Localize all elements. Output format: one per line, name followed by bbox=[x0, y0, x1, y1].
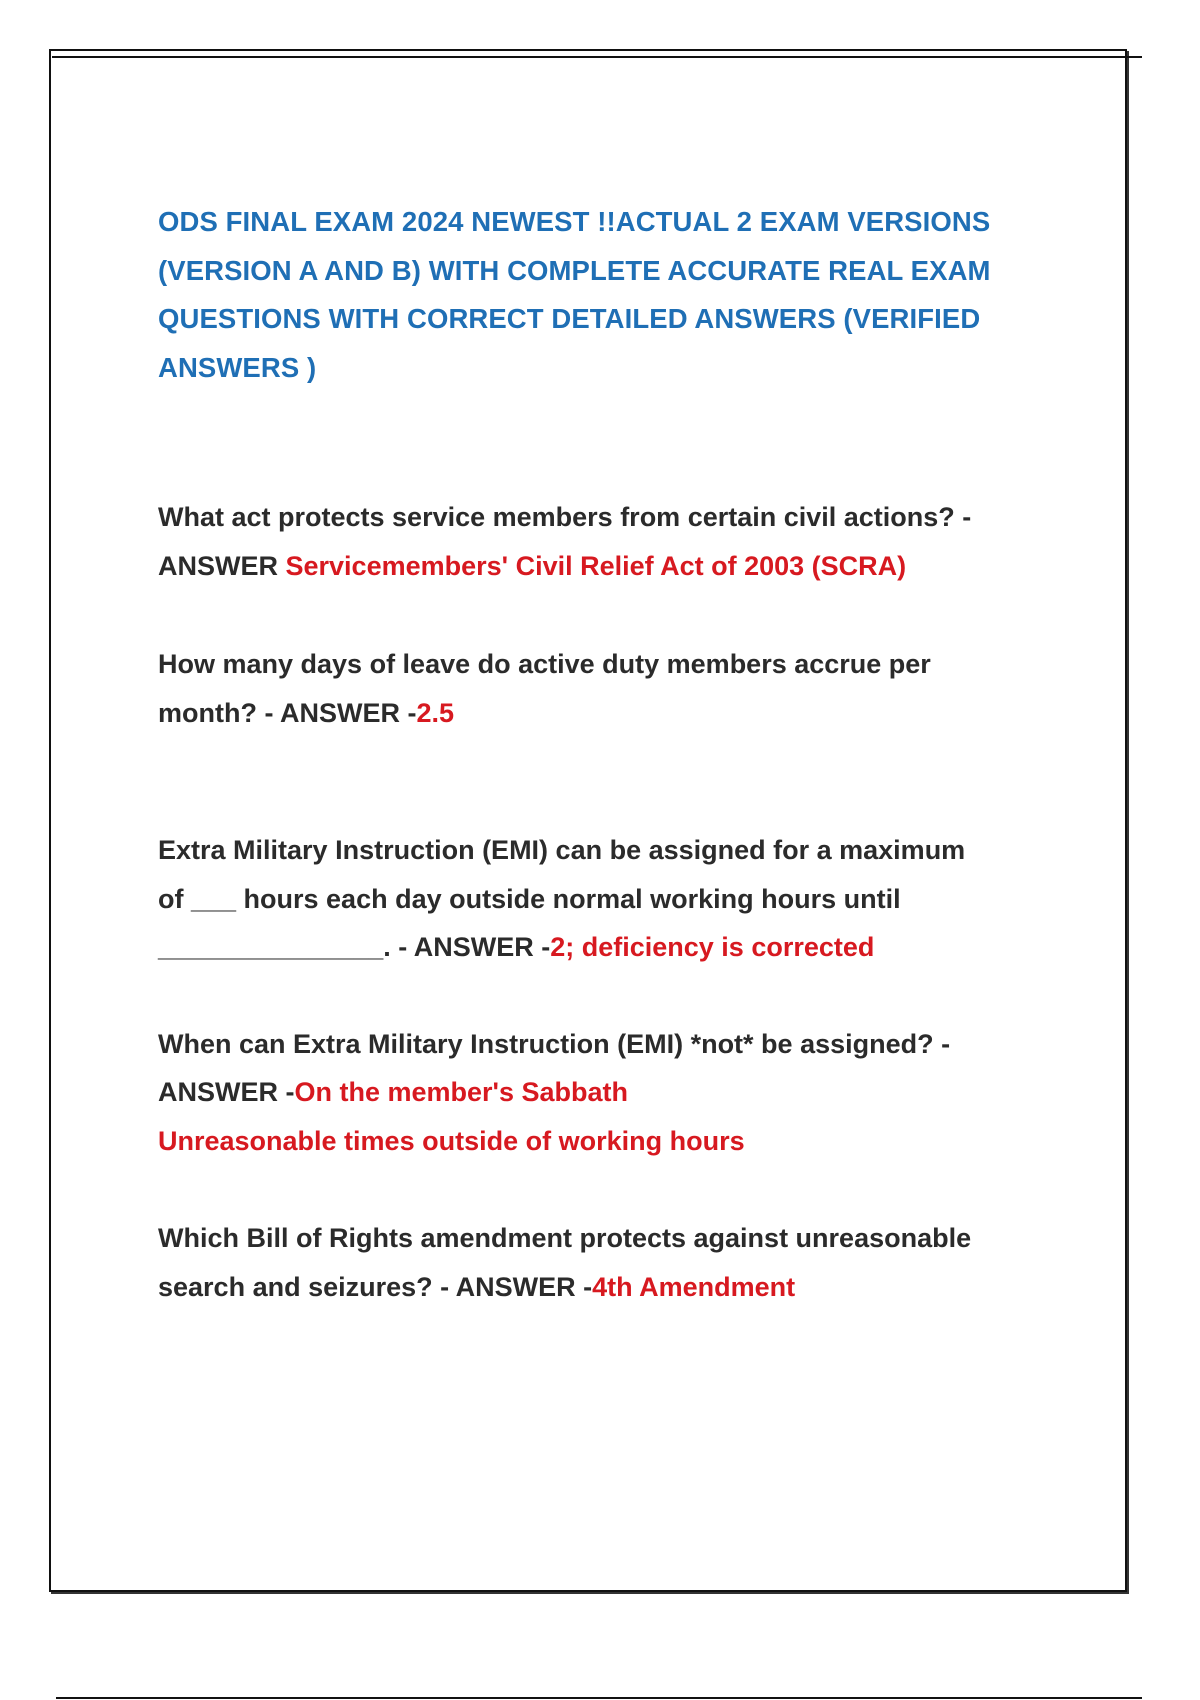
question-2 bbox=[158, 640, 1038, 737]
question-3-text: Extra Military Instruction (EMI) can be assigned for a maximum bbox=[158, 835, 966, 865]
document-title bbox=[158, 198, 1038, 392]
answer-text: 4th Amendment bbox=[592, 1271, 796, 1302]
title-line-2: (VERSION A AND B) WITH COMPLETE ACCURATE REAL EXAM bbox=[158, 254, 991, 286]
question-5-answer-line bbox=[158, 1263, 1038, 1312]
answer-text: On the member's Sabbath bbox=[294, 1077, 628, 1107]
question-1-answer-line bbox=[158, 542, 1038, 591]
answer-prefix: ANSWER bbox=[158, 550, 286, 581]
question-3-answer-line bbox=[158, 923, 1038, 972]
answer-prefix: search and seizures? - ANSWER - bbox=[158, 1271, 593, 1302]
answer-text: Servicemembers' Civil Relief Act of 2003 (SCRA) bbox=[285, 550, 907, 581]
title-line-4: ANSWERS ) bbox=[158, 351, 317, 383]
top-rule bbox=[52, 56, 1142, 58]
question-4-text: When can Extra Military Instruction (EMI) *not* be assigned? - bbox=[158, 1028, 951, 1059]
question-4-answer-line-2: Unreasonable times outside of working hours bbox=[158, 1125, 745, 1156]
question-2-answer-line bbox=[158, 689, 1038, 738]
question-5 bbox=[158, 1214, 1038, 1311]
question-4 bbox=[158, 1020, 1038, 1166]
title-line-3: QUESTIONS WITH CORRECT DETAILED ANSWERS (VERIFIED bbox=[158, 303, 981, 334]
answer-text: 2.5 bbox=[416, 697, 454, 728]
question-1 bbox=[158, 493, 1038, 590]
question-5-text: Which Bill of Rights amendment protects against unreasonable bbox=[158, 1223, 972, 1253]
question-2-text: How many days of leave do active duty members accrue per bbox=[158, 649, 931, 679]
question-3 bbox=[158, 826, 1038, 972]
document-body bbox=[158, 198, 1038, 1311]
title-line-1: ODS FINAL EXAM 2024 NEWEST !!ACTUAL 2 EXAM VERSIONS bbox=[158, 206, 991, 237]
question-1-text: What act protects service members from certain civil actions? - bbox=[158, 502, 972, 532]
question-3-text-2: of ___ hours each day outside normal working hours until bbox=[158, 883, 901, 914]
question-4-answer-line bbox=[158, 1068, 1038, 1117]
answer-prefix: ANSWER - bbox=[158, 1077, 295, 1107]
answer-prefix: _______________. - ANSWER - bbox=[158, 932, 551, 962]
answer-prefix: month? - ANSWER - bbox=[158, 697, 417, 728]
answer-text: 2; deficiency is corrected bbox=[550, 932, 875, 962]
bottom-rule bbox=[56, 1697, 1142, 1699]
